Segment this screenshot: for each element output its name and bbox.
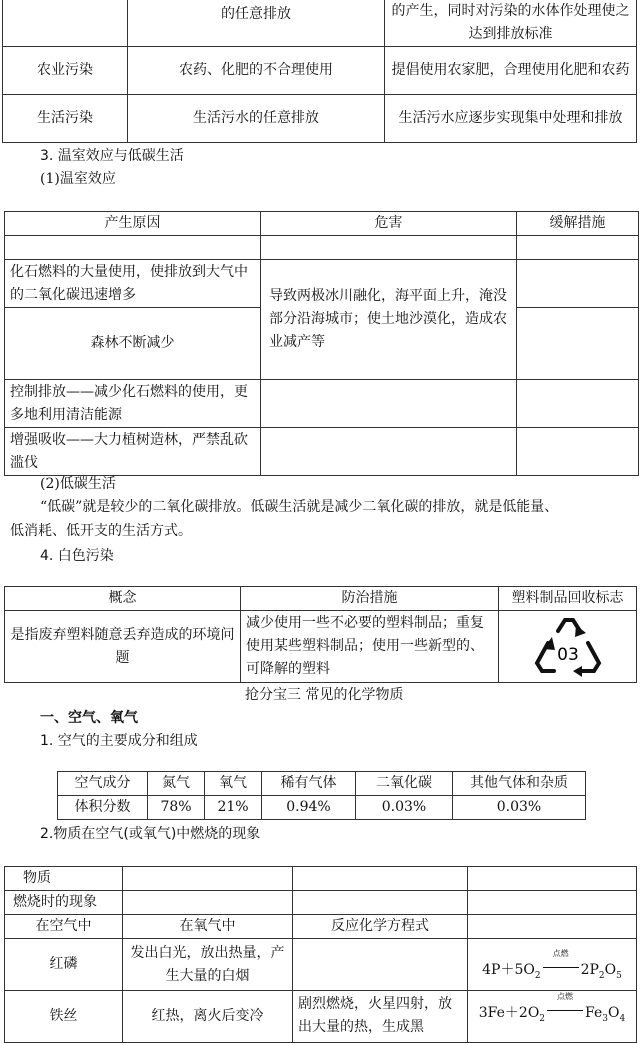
air-value: 0.03% xyxy=(356,796,453,820)
empty-cell xyxy=(517,308,639,380)
empty-cell xyxy=(293,939,468,991)
lowcarbon-subtitle: (2)低碳生活 xyxy=(40,476,116,492)
empty-cell xyxy=(468,867,637,891)
air-header: 氧气 xyxy=(205,772,262,796)
label-substance: 物质 xyxy=(5,867,123,891)
empty-cell xyxy=(261,380,517,428)
cause-fossil-fuel: 化石燃料的大量使用，使排放到大气中的二氧化碳迅速增多 xyxy=(5,260,261,308)
pollution-cell: 提倡使用农家肥，合理使用化肥和农药 xyxy=(385,47,637,95)
lowcarbon-paragraph-line2: 低消耗、低开支的生活方式。 xyxy=(10,523,192,539)
equation-iron: $3Fe+2O_2$ 点燃 $Fe_3O_4$ xyxy=(468,991,637,1043)
part3-title: 抢分宝三 常见的化学物质 xyxy=(245,687,404,703)
air-header: 其他气体和杂质 xyxy=(453,772,586,796)
header-measures: 缓解措施 xyxy=(517,212,639,236)
pollution-cell: 生活污水的任意排放 xyxy=(128,95,385,143)
pollution-cell: 农业污染 xyxy=(3,47,128,95)
empty-cell xyxy=(293,867,468,891)
empty-cell xyxy=(517,260,639,308)
substance-red-phosphorus: 红磷 xyxy=(5,939,123,991)
burning-phenomena-title: 2.物质在空气(或氧气)中燃烧的现象 xyxy=(40,826,261,842)
cause-deforestation: 森林不断减少 xyxy=(5,308,261,380)
substance-iron-wire: 铁丝 xyxy=(5,991,123,1043)
empty-cell xyxy=(5,236,261,260)
iron-wire-oxygen: 剧烈燃烧，火星四射，放出大量的热，生成黑 xyxy=(293,991,468,1043)
lowcarbon-paragraph-line1: “低碳”就是较少的二氧化碳排放。低碳生活就是减少二氧化碳的排放，就是低能量、 xyxy=(40,499,559,515)
header-cause: 产生原因 xyxy=(5,212,261,236)
section3-title: 3. 温室效应与低碳生活 xyxy=(40,148,184,164)
section1-title: 一、空气、氧气 xyxy=(40,710,138,726)
red-phosphorus-oxygen: 发出白光，放出热量，产生大量的白烟 xyxy=(123,939,293,991)
section4-title: 4. 白色污染 xyxy=(40,548,114,564)
empty-cell xyxy=(468,891,637,915)
air-value: 78% xyxy=(148,796,205,820)
empty-cell xyxy=(123,891,293,915)
empty-cell xyxy=(123,867,293,891)
recycle-code: 03 xyxy=(556,644,579,665)
air-value: 0.94% xyxy=(262,796,356,820)
greenhouse-table xyxy=(4,211,639,476)
concept-cell: 是指废弃塑料随意丢弃造成的环境问题 xyxy=(5,611,241,683)
header-prevention: 防治措施 xyxy=(241,587,499,611)
air-composition-table xyxy=(57,771,586,820)
header-recycle-mark: 塑料制品回收标志 xyxy=(499,587,637,611)
pollution-cell: 生活污染 xyxy=(3,95,128,143)
white-pollution-table xyxy=(4,586,637,683)
header-in-oxygen: 在氧气中 xyxy=(123,915,293,939)
air-composition-title: 1. 空气的主要成分和组成 xyxy=(40,733,198,749)
empty-cell xyxy=(293,891,468,915)
air-header: 二氧化碳 xyxy=(356,772,453,796)
air-header: 空气成分 xyxy=(58,772,148,796)
header-concept: 概念 xyxy=(5,587,241,611)
header-harm: 危害 xyxy=(261,212,517,236)
air-value: 体积分数 xyxy=(58,796,148,820)
air-value: 21% xyxy=(205,796,262,820)
empty-cell xyxy=(517,428,639,476)
empty-cell xyxy=(261,236,517,260)
pollution-cell xyxy=(3,0,128,47)
pollution-cell: 生活污水应逐步实现集中处理和排放 xyxy=(385,95,637,143)
empty-cell xyxy=(468,915,637,939)
air-value: 0.03% xyxy=(453,796,586,820)
iron-wire-air: 红热，离火后变冷 xyxy=(123,991,293,1043)
prevention-cell: 减少使用一些不必要的塑料制品；重复使用某些塑料制品；使用一些新型的、可降解的塑料 xyxy=(241,611,499,683)
measure-increase-absorption: 增强吸收——大力植树造林，严禁乱砍滥伐 xyxy=(5,428,261,476)
air-header: 稀有气体 xyxy=(262,772,356,796)
greenhouse-subtitle: (1)温室效应 xyxy=(40,171,116,187)
pollution-cell: 的产生，同时对污染的水体作处理使之达到排放标准 xyxy=(385,0,637,47)
pollution-cell: 的任意排放 xyxy=(128,0,385,47)
air-header: 氮气 xyxy=(148,772,205,796)
condition-label: 点燃 xyxy=(557,992,574,1002)
equation-phosphorus: $4P+5O_2$ 点燃 $2P_2O_5$ xyxy=(468,939,637,991)
pollution-table xyxy=(2,0,637,143)
label-phenomenon: 燃烧时的现象 xyxy=(5,891,123,915)
burning-table xyxy=(4,866,637,1043)
empty-cell xyxy=(261,428,517,476)
empty-cell xyxy=(517,380,639,428)
header-equation: 反应化学方程式 xyxy=(293,915,468,939)
harm-cell: 导致两极冰川融化，海平面上升，淹没部分沿海城市；使土地沙漠化，造成农业减产等 xyxy=(261,260,517,380)
recycle-symbol-cell xyxy=(499,611,637,683)
recycle-triangle-icon xyxy=(528,615,608,679)
pollution-cell: 农药、化肥的不合理使用 xyxy=(128,47,385,95)
measure-reduce-emission: 控制排放——减少化石燃料的使用，更多地利用清洁能源 xyxy=(5,380,261,428)
header-in-air: 在空气中 xyxy=(5,915,123,939)
empty-cell xyxy=(517,236,639,260)
condition-label: 点燃 xyxy=(552,949,569,959)
